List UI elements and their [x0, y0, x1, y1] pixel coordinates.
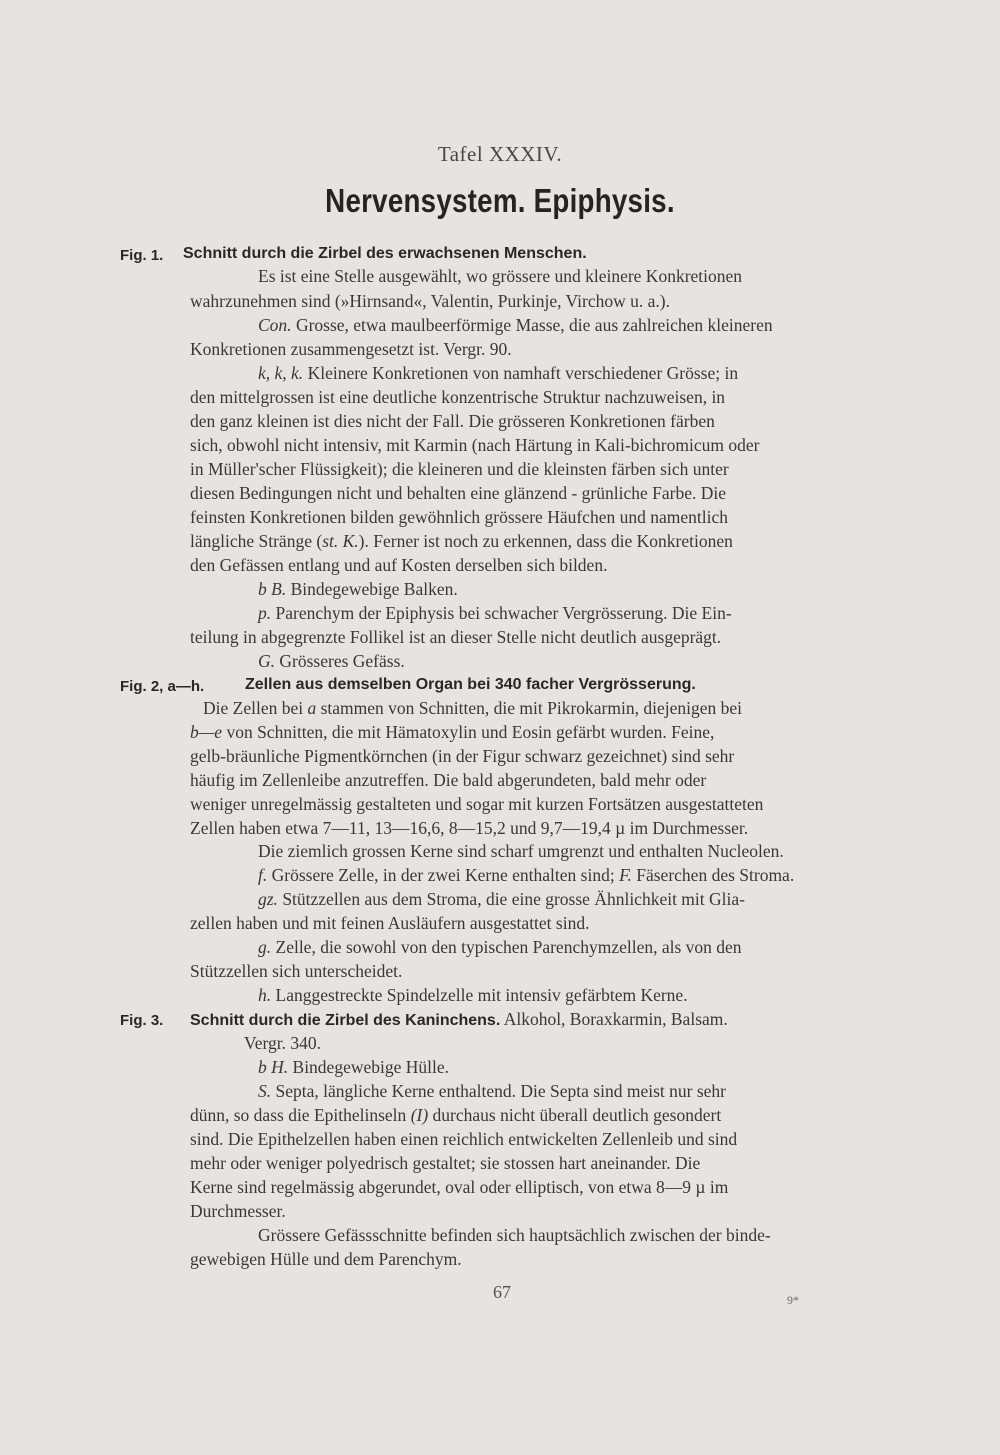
fig-2-line: Die ziemlich grossen Kerne sind scharf umgrenzt und enthalten Nucleolen. [258, 841, 784, 861]
fig-2-label: Fig. 2, a—h. [120, 678, 205, 695]
label-b-e: b—e [190, 722, 223, 742]
label-F: F. [619, 865, 632, 885]
fig-1-line: G. Grösseres Gefäss. [258, 651, 405, 671]
fig-3-label: Fig. 3. [120, 1012, 164, 1029]
fig-3-line: Durchmesser. [190, 1201, 286, 1221]
fig-2-line: h. Langgestreckte Spindelzelle mit intensiv gefärbtem Kerne. [258, 985, 688, 1005]
label-h: h. [258, 985, 272, 1005]
fig-2-line: Zellen haben etwa 7—11, 13—16,6, 8—15,2 und 9,7—19,4 µ im Durchmesser. [190, 818, 749, 838]
label-con: Con. [258, 315, 292, 335]
fig-1-line: den ganz kleinen ist dies nicht der Fall. Die grösseren Konkretionen färben [190, 411, 715, 431]
label-gz: gz. [258, 889, 278, 909]
label-g-vessel: G. [258, 651, 276, 671]
fig-1-line: p. Parenchym der Epiphysis bei schwacher Vergrösserung. Die Ein- [258, 603, 732, 623]
fig-1-line: in Müller'scher Flüssigkeit); die kleineren und die kleinsten färben sich unter [190, 459, 729, 479]
fig-1-label: Fig. 1. [120, 247, 164, 264]
label-st-k: st. K. [322, 531, 359, 551]
fig-1-line: wahrzunehmen sind (»Hirnsand«, Valentin, Purkinje, Virchow u. a.). [190, 291, 670, 311]
label-b-b: b B. [258, 579, 287, 599]
fig-3-heading: Schnitt durch die Zirbel des Kaninchens. [190, 1012, 501, 1029]
fig-1-line: k, k, k. Kleinere Konkretionen von namhaft verschiedener Grösse; in [258, 363, 739, 383]
fig-2-line: weniger unregelmässig gestalteten und sogar mit kurzen Fortsätzen ausgestatteten [190, 794, 764, 814]
fig-1-line: den mittelgrossen ist eine deutliche konzentrische Struktur nachzuweisen, in [190, 387, 726, 407]
fig-3-heading-line: Schnitt durch die Zirbel des Kaninchens. Alkohol, Boraxkarmin, Balsam. [190, 1009, 728, 1029]
fig-1-line: Es ist eine Stelle ausgewählt, wo grössere und kleinere Konkretionen [258, 266, 743, 286]
fig-2-line: zellen haben und mit feinen Ausläufern ausgestattet sind. [190, 913, 590, 933]
label-s: S. [258, 1081, 272, 1101]
label-i: (I) [410, 1105, 429, 1125]
label-p: p. [258, 603, 272, 623]
fig-1-line: b B. Bindegewebige Balken. [258, 579, 458, 599]
fig-3-line: Kerne sind regelmässig abgerundet, oval oder elliptisch, von etwa 8—9 µ im [190, 1177, 729, 1197]
label-k: k, k, k. [258, 363, 304, 383]
label-b-h: b H. [258, 1057, 289, 1077]
fig-2-line: Stützzellen sich unterscheidet. [190, 961, 403, 981]
fig-2-line: gelb-bräunliche Pigmentkörnchen (in der Figur schwarz gezeichnet) sind sehr [190, 746, 735, 766]
fig-1-line: feinsten Konkretionen bilden gewöhnlich grössere Häufchen und namentlich [190, 507, 728, 527]
fig-2-line: f. Grössere Zelle, in der zwei Kerne enthalten sind; F. Fäserchen des Stroma. [258, 865, 795, 885]
label-a: a [307, 698, 317, 718]
fig-1-line: den Gefässen entlang und auf Kosten derselben sich bilden. [190, 555, 608, 575]
fig-1-line: diesen Bedingungen nicht und behalten eine glänzend - grünliche Farbe. Die [190, 483, 727, 503]
fig-2-line: b—e von Schnitten, die mit Hämatoxylin und Eosin gefärbt wurden. Feine, [190, 722, 715, 742]
fig-3-line: gewebigen Hülle und dem Parenchym. [190, 1249, 462, 1269]
fig-2-line: g. Zelle, die sowohl von den typischen Parenchymzellen, als von den [258, 937, 742, 957]
label-f: f. [258, 865, 268, 885]
plate-number: Tafel XXXIV. [437, 142, 563, 166]
fig-3-line: dünn, so dass die Epithelinseln (I) durchaus nicht überall deutlich gesondert [190, 1105, 722, 1125]
fig-3-line: Grössere Gefässschnitte befinden sich hauptsächlich zwischen der binde- [258, 1225, 771, 1245]
fig-3-line: sind. Die Epithelzellen haben einen reichlich entwickelten Zellenleib und sind [190, 1129, 738, 1149]
fig-1-line: sich, obwohl nicht intensiv, mit Karmin (nach Härtung in Kali-bichromicum oder [190, 435, 760, 455]
page-number: 67 [493, 1282, 511, 1302]
page-title: Nervensystem. Epiphysis. [325, 182, 675, 219]
fig-3-line: S. Septa, längliche Kerne enthaltend. Die Septa sind meist nur sehr [258, 1081, 726, 1101]
fig-2-line: gz. Stützzellen aus dem Stroma, die eine grosse Ähnlichkeit mit Glia- [258, 889, 745, 909]
fig-3-line: mehr oder weniger polyedrisch gestaltet; sie stossen hart aneinander. Die [190, 1153, 701, 1173]
fig-2-line: Die Zellen bei a stammen von Schnitten, die mit Pikrokarmin, diejenigen bei [203, 698, 742, 718]
fig-1-line: teilung in abgegrenzte Follikel ist an dieser Stelle nicht deutlich ausgeprägt. [190, 627, 722, 647]
fig-1-heading: Schnitt durch die Zirbel des erwachsenen Menschen. [183, 245, 587, 262]
fig-3-line: b H. Bindegewebige Hülle. [258, 1057, 449, 1077]
label-g: g. [258, 937, 272, 957]
fig-1-line: Konkretionen zusammengesetzt ist. Vergr. 90. [190, 339, 512, 359]
fig-2-heading: Zellen aus demselben Organ bei 340 facher Vergrösserung. [245, 676, 696, 693]
fig-3-line: Vergr. 340. [244, 1033, 321, 1053]
signature-mark: 9* [787, 1293, 799, 1307]
fig-2-line: häufig im Zellenleibe anzutreffen. Die bald abgerundeten, bald mehr oder [190, 770, 707, 790]
fig-1-line: Con. Grosse, etwa maulbeerförmige Masse, die aus zahlreichen kleineren [258, 315, 773, 335]
fig-1-line: längliche Stränge (st. K.). Ferner ist noch zu erkennen, dass die Konkretionen [190, 531, 733, 551]
